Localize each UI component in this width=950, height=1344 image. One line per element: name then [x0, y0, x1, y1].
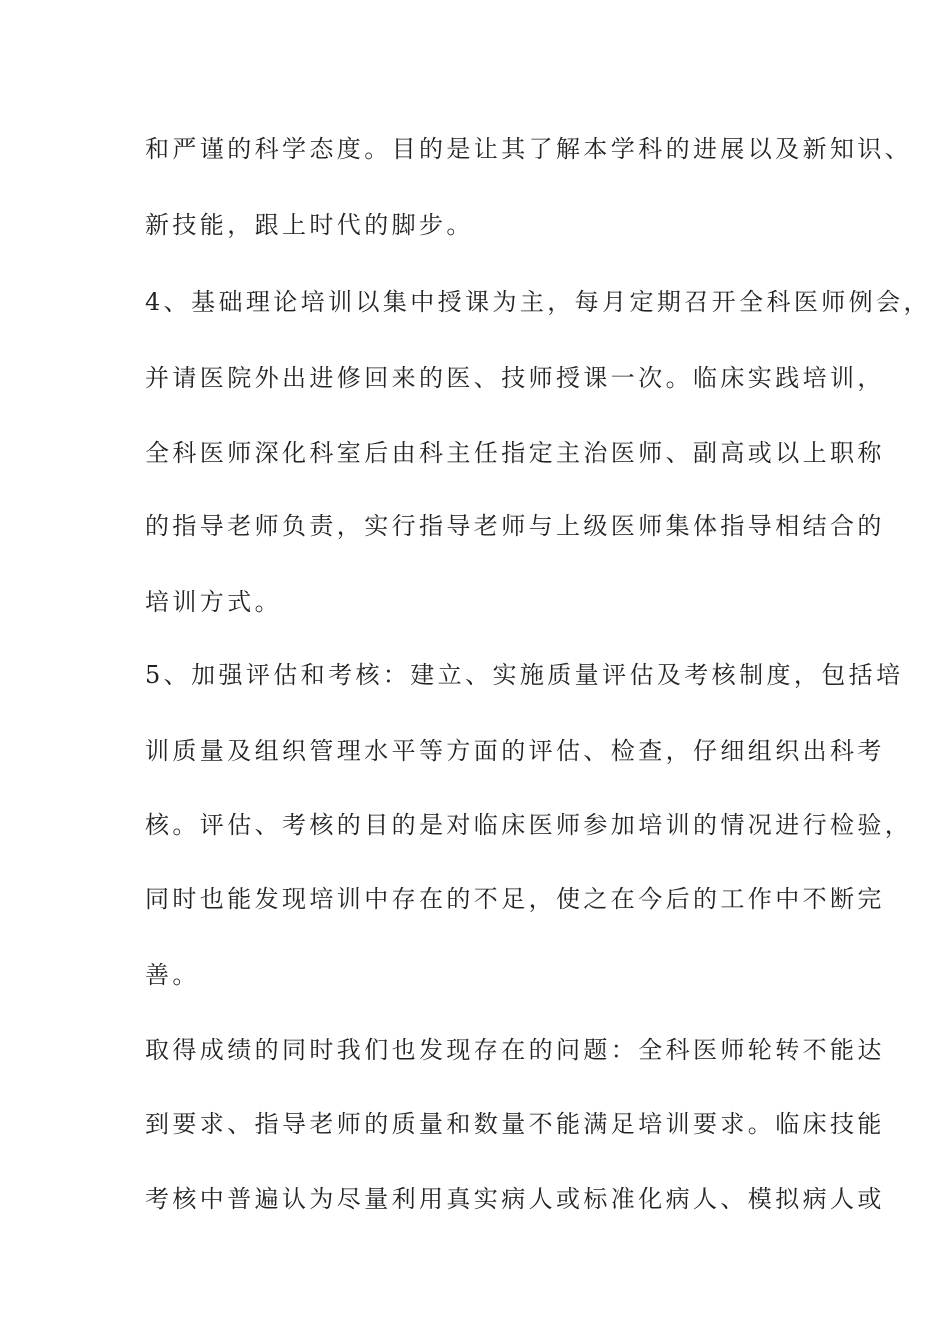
text-line: 培训方式。	[145, 588, 282, 616]
text-line: 核。评估、考核的目的是对临床医师参加培训的情况进行检验，	[145, 811, 913, 839]
text-line: 和严谨的科学态度。目的是让其了解本学科的进展以及新知识、	[145, 135, 913, 163]
text-line: 善。	[145, 961, 200, 989]
text-line: 同时也能发现培训中存在的不足，使之在今后的工作中不断完	[145, 885, 885, 913]
text-line: 的指导老师负责，实行指导老师与上级医师集体指导相结合的	[145, 512, 885, 540]
text-line: 取得成绩的同时我们也发现存在的问题：全科医师轮转不能达	[145, 1036, 885, 1064]
text-line: 5、加强评估和考核：建立、实施质量评估及考核制度，包括培	[145, 661, 904, 689]
text-line: 4、基础理论培训以集中授课为主，每月定期召开全科医师例会，	[145, 288, 931, 316]
text-line: 到要求、指导老师的质量和数量不能满足培训要求。临床技能	[145, 1110, 885, 1138]
text-line: 考核中普遍认为尽量利用真实病人或标准化病人、模拟病人或	[145, 1185, 885, 1213]
text-line: 全科医师深化科室后由科主任指定主治医师、副高或以上职称	[145, 439, 885, 467]
text-line: 并请医院外出进修回来的医、技师授课一次。临床实践培训，	[145, 364, 885, 392]
text-line: 新技能，跟上时代的脚步。	[145, 211, 474, 239]
text-line: 训质量及组织管理水平等方面的评估、检查，仔细组织出科考	[145, 737, 885, 765]
